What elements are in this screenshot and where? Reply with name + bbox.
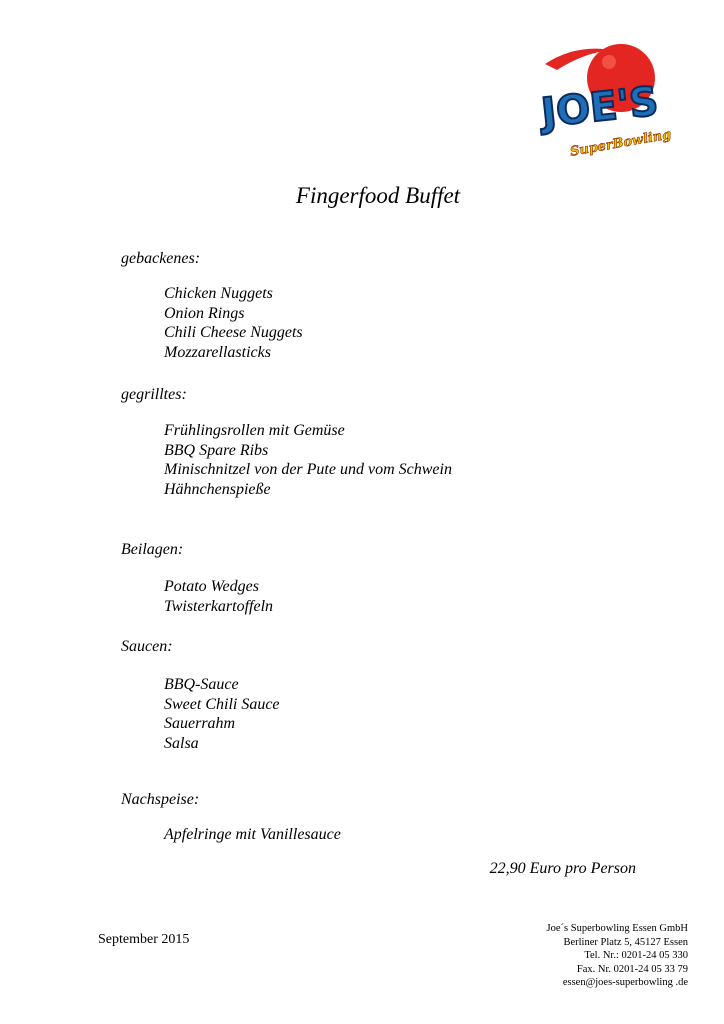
menu-item: Chili Cheese Nuggets	[164, 324, 303, 342]
document-date: September 2015	[98, 932, 190, 947]
menu-item: Twisterkartoffeln	[164, 597, 274, 615]
item-list	[164, 284, 303, 362]
menu-item: Mozzarellasticks	[164, 343, 271, 361]
menu-section	[121, 249, 303, 362]
item-list	[164, 675, 280, 753]
menu-item: BBQ-Sauce	[164, 676, 239, 693]
section-label: Beilagen:	[121, 541, 184, 558]
menu-item: Minischnitzel von der Pute und vom Schwein	[164, 461, 452, 479]
menu-item: Onion Rings	[164, 304, 245, 322]
item-list	[164, 421, 452, 499]
menu-item: Hähnchenspieße	[164, 480, 271, 498]
menu-section	[121, 790, 341, 845]
bowling-ball-icon	[535, 36, 685, 156]
item-list	[164, 825, 341, 845]
contact-block	[547, 922, 688, 990]
page-title: Fingerfood Buffet	[295, 183, 461, 208]
menu-item: Sweet Chili Sauce	[164, 695, 280, 713]
menu-item: Sauerrahm	[164, 715, 236, 733]
logo-main-text: JOE'S	[539, 78, 661, 137]
menu-section	[121, 385, 452, 499]
joes-superbowling-logo	[535, 36, 685, 156]
company-email: essen@joes-superbowling .de	[562, 977, 688, 988]
menu-item: Frühlingsrollen mit Gemüse	[164, 422, 345, 439]
menu-item: Apfelringe mit Vanillesauce	[164, 826, 341, 843]
section-label: Nachspeise:	[121, 791, 200, 808]
menu-item: Chicken Nuggets	[164, 285, 273, 302]
menu-section	[121, 637, 280, 753]
section-label: gebackenes:	[121, 250, 201, 267]
section-label: Saucen:	[121, 638, 173, 655]
company-phone: Tel. Nr.: 0201-24 05 330	[584, 950, 688, 961]
item-list	[164, 577, 273, 616]
logo-sub-text: SuperBowling	[569, 127, 673, 156]
price-per-person: 22,90 Euro pro Person	[489, 860, 636, 877]
menu-item: Salsa	[164, 734, 199, 752]
menu-item: Potato Wedges	[164, 578, 259, 595]
menu-item: BBQ Spare Ribs	[164, 441, 269, 459]
company-name: Joe´s Superbowling Essen GmbH	[546, 923, 688, 934]
menu-section	[121, 540, 273, 616]
section-label: gegrilltes:	[121, 386, 187, 403]
company-fax: Fax. Nr. 0201-24 05 33 79	[576, 963, 688, 975]
company-address: Berliner Platz 5, 45127 Essen	[563, 936, 688, 948]
